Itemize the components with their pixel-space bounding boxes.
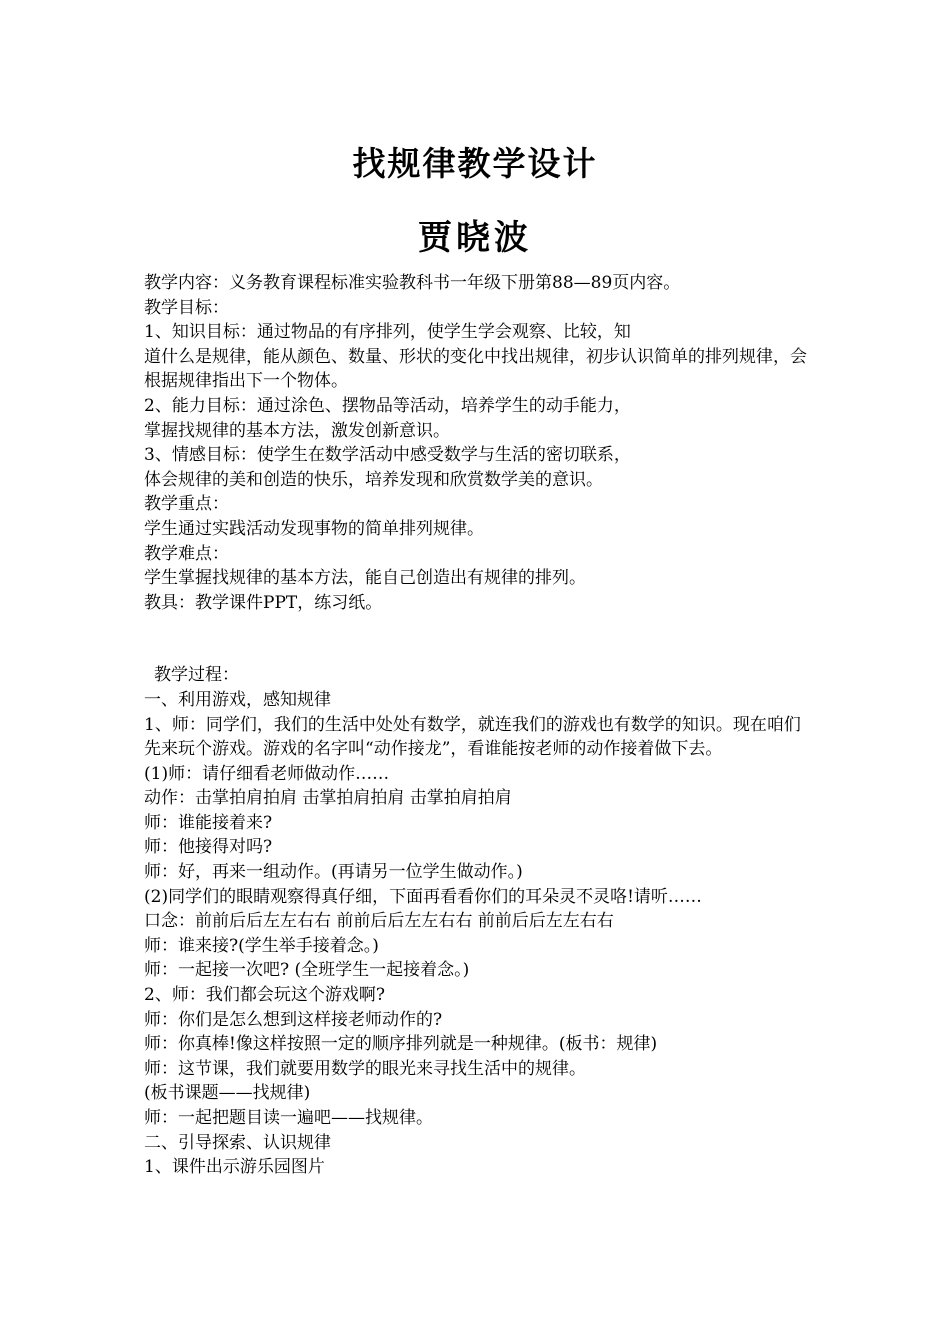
paragraph-line: 动作：击掌拍肩拍肩 击掌拍肩拍肩 击掌拍肩拍肩 <box>144 788 512 809</box>
paragraph-line: 师：你们是怎么想到这样接老师动作的? <box>144 1009 443 1030</box>
paragraph-line: (1)师：请仔细看老师做动作…… <box>144 763 390 784</box>
teaching-goals-heading: 教学目标： <box>144 297 229 318</box>
knowledge-goal-line2: 道什么是规律，能从颜色、数量、形状的变化中找出规律，初步认识简单的排列规律，会根据规律指出下一个物体。 <box>144 346 807 392</box>
document-title: 找规律教学设计 <box>352 144 598 183</box>
key-point-text: 学生通过实践活动发现事物的简单排列规律。 <box>144 518 484 539</box>
paragraph-line: 师：这节课，我们就要用数学的眼光来寻找生活中的规律。 <box>144 1058 586 1079</box>
paragraph-line: (2)同学们的眼睛观察得真仔细，下面再看看你们的耳朵灵不灵咯!请听…… <box>144 886 702 907</box>
paragraph-line: 师：谁来接?(学生举手接着念。) <box>144 935 379 956</box>
paragraph-line: 师：你真棒!像这样按照一定的顺序排列就是一种规律。(板书：规律) <box>144 1034 658 1055</box>
section-1-heading: 一、利用游戏，感知规律 <box>144 689 331 710</box>
difficulty-heading: 教学难点： <box>144 543 229 564</box>
paragraph-line: 师：谁能接着来? <box>144 812 273 833</box>
paragraph-game-intro: 1、师：同学们，我们的生活中处处有数学，就连我们的游戏也有数学的知识。现在咱们先来玩个游戏。游戏的名字叫“动作接龙”，看谁能按老师的动作接着做下去。 <box>144 714 801 760</box>
paragraph-line: (板书课题——找规律) <box>144 1083 311 1104</box>
ability-goal-line1: 2、能力目标：通过涂色、摆物品等活动，培养学生的动手能力， <box>144 395 631 416</box>
paragraph-line: 师：好，再来一组动作。(再请另一位学生做动作。) <box>144 862 523 883</box>
teaching-content: 教学内容：义务教育课程标准实验教科书一年级下册第88—89页内容。 <box>144 273 681 293</box>
spacer <box>144 615 812 663</box>
key-point-heading: 教学重点： <box>144 494 229 515</box>
paragraph-line: 口念：前前后后左左右右 前前后后左左右右 前前后后左左右右 <box>144 911 614 932</box>
knowledge-goal-line1: 1、知识目标：通过物品的有序排列，使学生学会观察、比较，知 <box>144 322 631 343</box>
document-author: 贾晓波 <box>418 218 532 258</box>
ability-goal-line2: 掌握找规律的基本方法，激发创新意识。 <box>144 420 450 441</box>
document-body <box>144 271 812 1180</box>
paragraph-line: 师：他接得对吗? <box>144 837 273 858</box>
emotion-goal-line2: 体会规律的美和创造的快乐，培养发现和欣赏数学美的意识。 <box>144 469 603 490</box>
paragraph-line: 2、师：我们都会玩这个游戏啊? <box>144 985 385 1006</box>
paragraph-line: 师：一起接一次吧? (全班学生一起接着念。) <box>144 960 470 981</box>
emotion-goal-line1: 3、情感目标：使学生在数学活动中感受数学与生活的密切联系， <box>144 445 631 466</box>
process-heading: 教学过程： <box>154 665 239 686</box>
teaching-aids: 教具：教学课件PPT，练习纸。 <box>144 592 383 613</box>
paragraph-line: 1、课件出示游乐园图片 <box>144 1157 325 1178</box>
paragraph-line: 师：一起把题目读一遍吧——找规律。 <box>144 1108 433 1128</box>
difficulty-text: 学生掌握找规律的基本方法，能自己创造出有规律的排列。 <box>144 568 586 589</box>
section-2-heading: 二、引导探索、认识规律 <box>144 1132 331 1153</box>
